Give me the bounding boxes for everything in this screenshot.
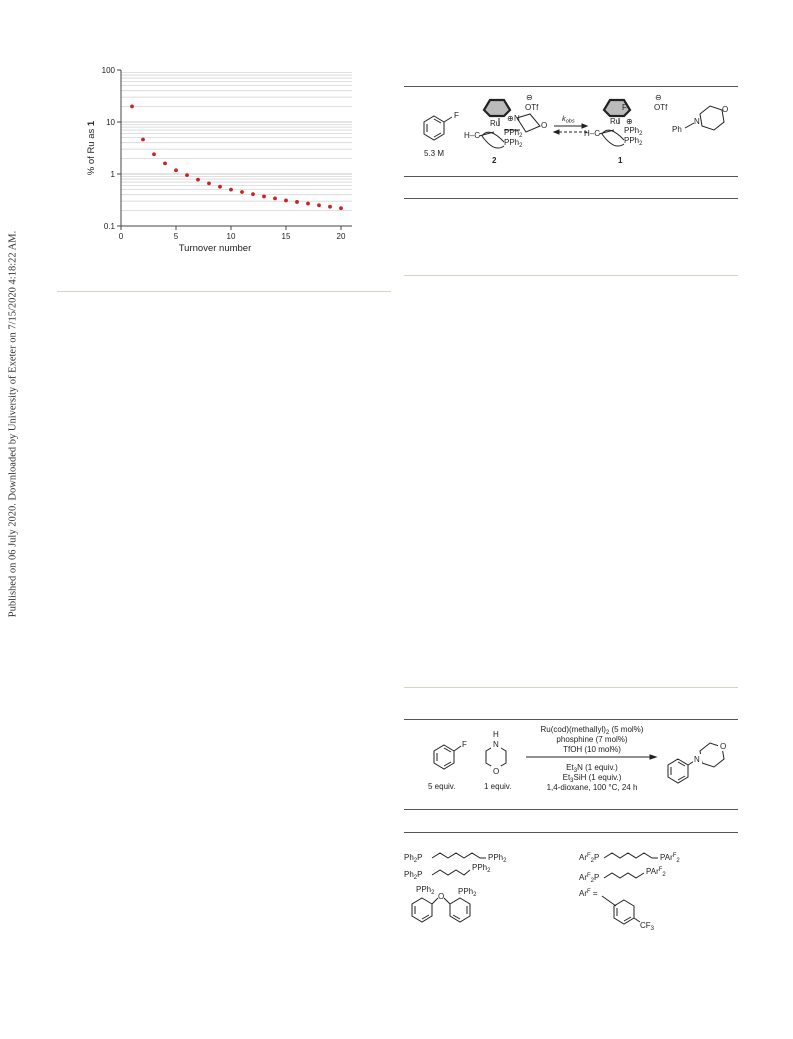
minus-charge-2: ⊖ (526, 93, 533, 102)
scheme-top-rule-3 (404, 198, 738, 199)
reactant-f-label: F (462, 740, 467, 749)
butyl-linker-left (432, 870, 470, 875)
x-tick-label: 0 (118, 232, 124, 241)
x-tick-label: 5 (173, 232, 179, 241)
right-column-divider (404, 275, 738, 276)
hexyl-linker-right (604, 853, 658, 858)
product-o-label: O (720, 742, 727, 751)
ru-exchange-scheme (404, 88, 738, 174)
morpholine-n-2: N (514, 114, 520, 123)
amine-equiv-label: 1 equiv. (484, 782, 512, 791)
pph2-upper-1: PPh$_2$ (624, 126, 643, 137)
dppb-left-p: $Ph_2P$ (404, 870, 423, 881)
phosphine-ligands (404, 836, 738, 946)
otf-label-1: OTf (654, 103, 668, 112)
data-point (251, 192, 255, 196)
dpephos-structure (412, 898, 470, 922)
morpholine-o-product: O (722, 105, 729, 114)
plus-charge-1: ⊕ (626, 117, 633, 126)
data-point (273, 196, 277, 200)
arf-butyl-right: PAr$^F_2$ (646, 867, 666, 878)
aryl-equiv-label: 5 equiv. (428, 782, 456, 791)
pph2-upper-2: PPh$_2$ (504, 128, 523, 139)
fluoro-atom-label: F (454, 111, 459, 120)
scheme-top-rule-2 (404, 176, 738, 177)
minus-charge-1: ⊖ (655, 93, 662, 102)
amine-h-label: H (493, 730, 499, 739)
scheme-top-rule (404, 86, 738, 87)
dppb-right-p: PPh$_2$ (472, 863, 491, 874)
arf-hexyl-left: $Ar^F_2P$ (579, 853, 600, 864)
download-watermark (2, 226, 24, 622)
left-column-divider (57, 291, 391, 292)
ru-label-1: Ru (610, 117, 621, 126)
x-axis-label: Turnover number (178, 243, 252, 254)
data-point (174, 168, 178, 172)
hc-label-1: H–C (584, 129, 601, 138)
data-point (262, 195, 266, 199)
amination-scheme (404, 721, 738, 809)
chart-ticks (102, 66, 346, 241)
data-point (229, 188, 233, 192)
concentration-label: 5.3 M (424, 149, 445, 158)
dpephos-o: O (438, 892, 445, 901)
arf-definition: $Ar^F$ = (579, 889, 598, 898)
data-point (284, 199, 288, 203)
fluorobenzene-reactant (434, 745, 461, 769)
x-tick-label: 15 (281, 232, 291, 241)
ru-label-2: Ru (490, 119, 501, 128)
reaction-arrow (526, 755, 656, 759)
watermark-text: Published on 06 July 2020. Downloaded by University of Exeter on 7/15/2020 4:18:22 AM. (7, 230, 19, 618)
scheme-bottom-divider (404, 687, 738, 688)
data-point (328, 205, 332, 209)
y-tick-label: 10 (106, 118, 115, 127)
butyl-linker-right (604, 873, 644, 878)
amine-n-label: N (493, 740, 499, 749)
arf-butyl-left: $Ar^F_2P$ (579, 873, 600, 884)
cf3-label: $CF_3$ (640, 921, 655, 932)
dpephos-p1: PPh$_2$ (416, 885, 435, 896)
data-point (317, 203, 321, 207)
data-point (163, 161, 167, 165)
morpholine-n-product: N (694, 117, 700, 126)
kobs-label: $k_{obs}$ (562, 114, 575, 125)
data-point (306, 202, 310, 206)
chart-points (130, 104, 343, 210)
scheme-bottom-rule (404, 719, 738, 720)
cond-line-3: TfOH (10 mol%) (563, 745, 621, 754)
cond-line-1: $Ru(cod)(methallyl)_2$ (5 mol%) (540, 725, 644, 736)
fluorobenzene-structure (424, 116, 452, 140)
otf-label-2: OTf (525, 103, 539, 112)
cond-line-6: 1,4-dioxane, 100 °C, 24 h (546, 783, 638, 792)
data-point (218, 185, 222, 189)
data-point (240, 190, 244, 194)
x-tick-label: 10 (226, 232, 236, 241)
cond-line-4: $Et_3N$ (1 equiv.) (566, 763, 618, 774)
y-axis-label: % of Ru as 1 (86, 120, 97, 176)
data-point (339, 206, 343, 210)
product-n-label: N (694, 755, 700, 764)
data-point (196, 178, 200, 182)
data-point (152, 152, 156, 156)
turnover-chart (80, 62, 380, 260)
pph2-lower-2: PPh$_2$ (504, 138, 523, 149)
compound-2-label: 2 (492, 156, 497, 165)
arf-hexyl-right: PAr$^F_2$ (660, 853, 680, 864)
y-tick-label: 0.1 (103, 222, 115, 231)
morpholine-o-2: O (541, 121, 548, 130)
equilibrium-arrows (554, 124, 587, 134)
dpephos-p2: PPh$_2$ (458, 887, 477, 898)
compound-1-label: 1 (618, 156, 623, 165)
hexyl-linker-left (432, 853, 486, 858)
data-point (295, 200, 299, 204)
cond-line-5: $Et_3SiH$ (1 equiv.) (562, 773, 622, 784)
amine-o-label: O (493, 767, 500, 776)
phenyl-label: Ph (672, 125, 682, 134)
chart-grid (121, 72, 352, 210)
n-phenylmorpholine-structure (685, 106, 724, 130)
dppp-right-p: PPh$_2$ (488, 853, 507, 864)
data-point (185, 173, 189, 177)
ligands-top-rule (404, 832, 738, 833)
aryl-f-1: F (622, 103, 627, 112)
y-tick-label: 1 (110, 170, 115, 179)
pph2-lower-1: PPh$_2$ (624, 136, 643, 147)
x-tick-label: 20 (336, 232, 346, 241)
data-point (207, 181, 211, 185)
hc-label-2: H–C (464, 131, 481, 140)
arf-aryl-structure (602, 896, 640, 924)
cond-line-2: phosphine (7 mol%) (556, 735, 628, 744)
data-point (141, 138, 145, 142)
data-point (130, 104, 134, 108)
y-tick-label: 100 (101, 66, 115, 75)
scheme-bottom-rule-2 (404, 809, 738, 810)
plus-charge-2: ⊕ (507, 114, 514, 123)
dppp-left-p: $Ph_2P$ (404, 853, 423, 864)
